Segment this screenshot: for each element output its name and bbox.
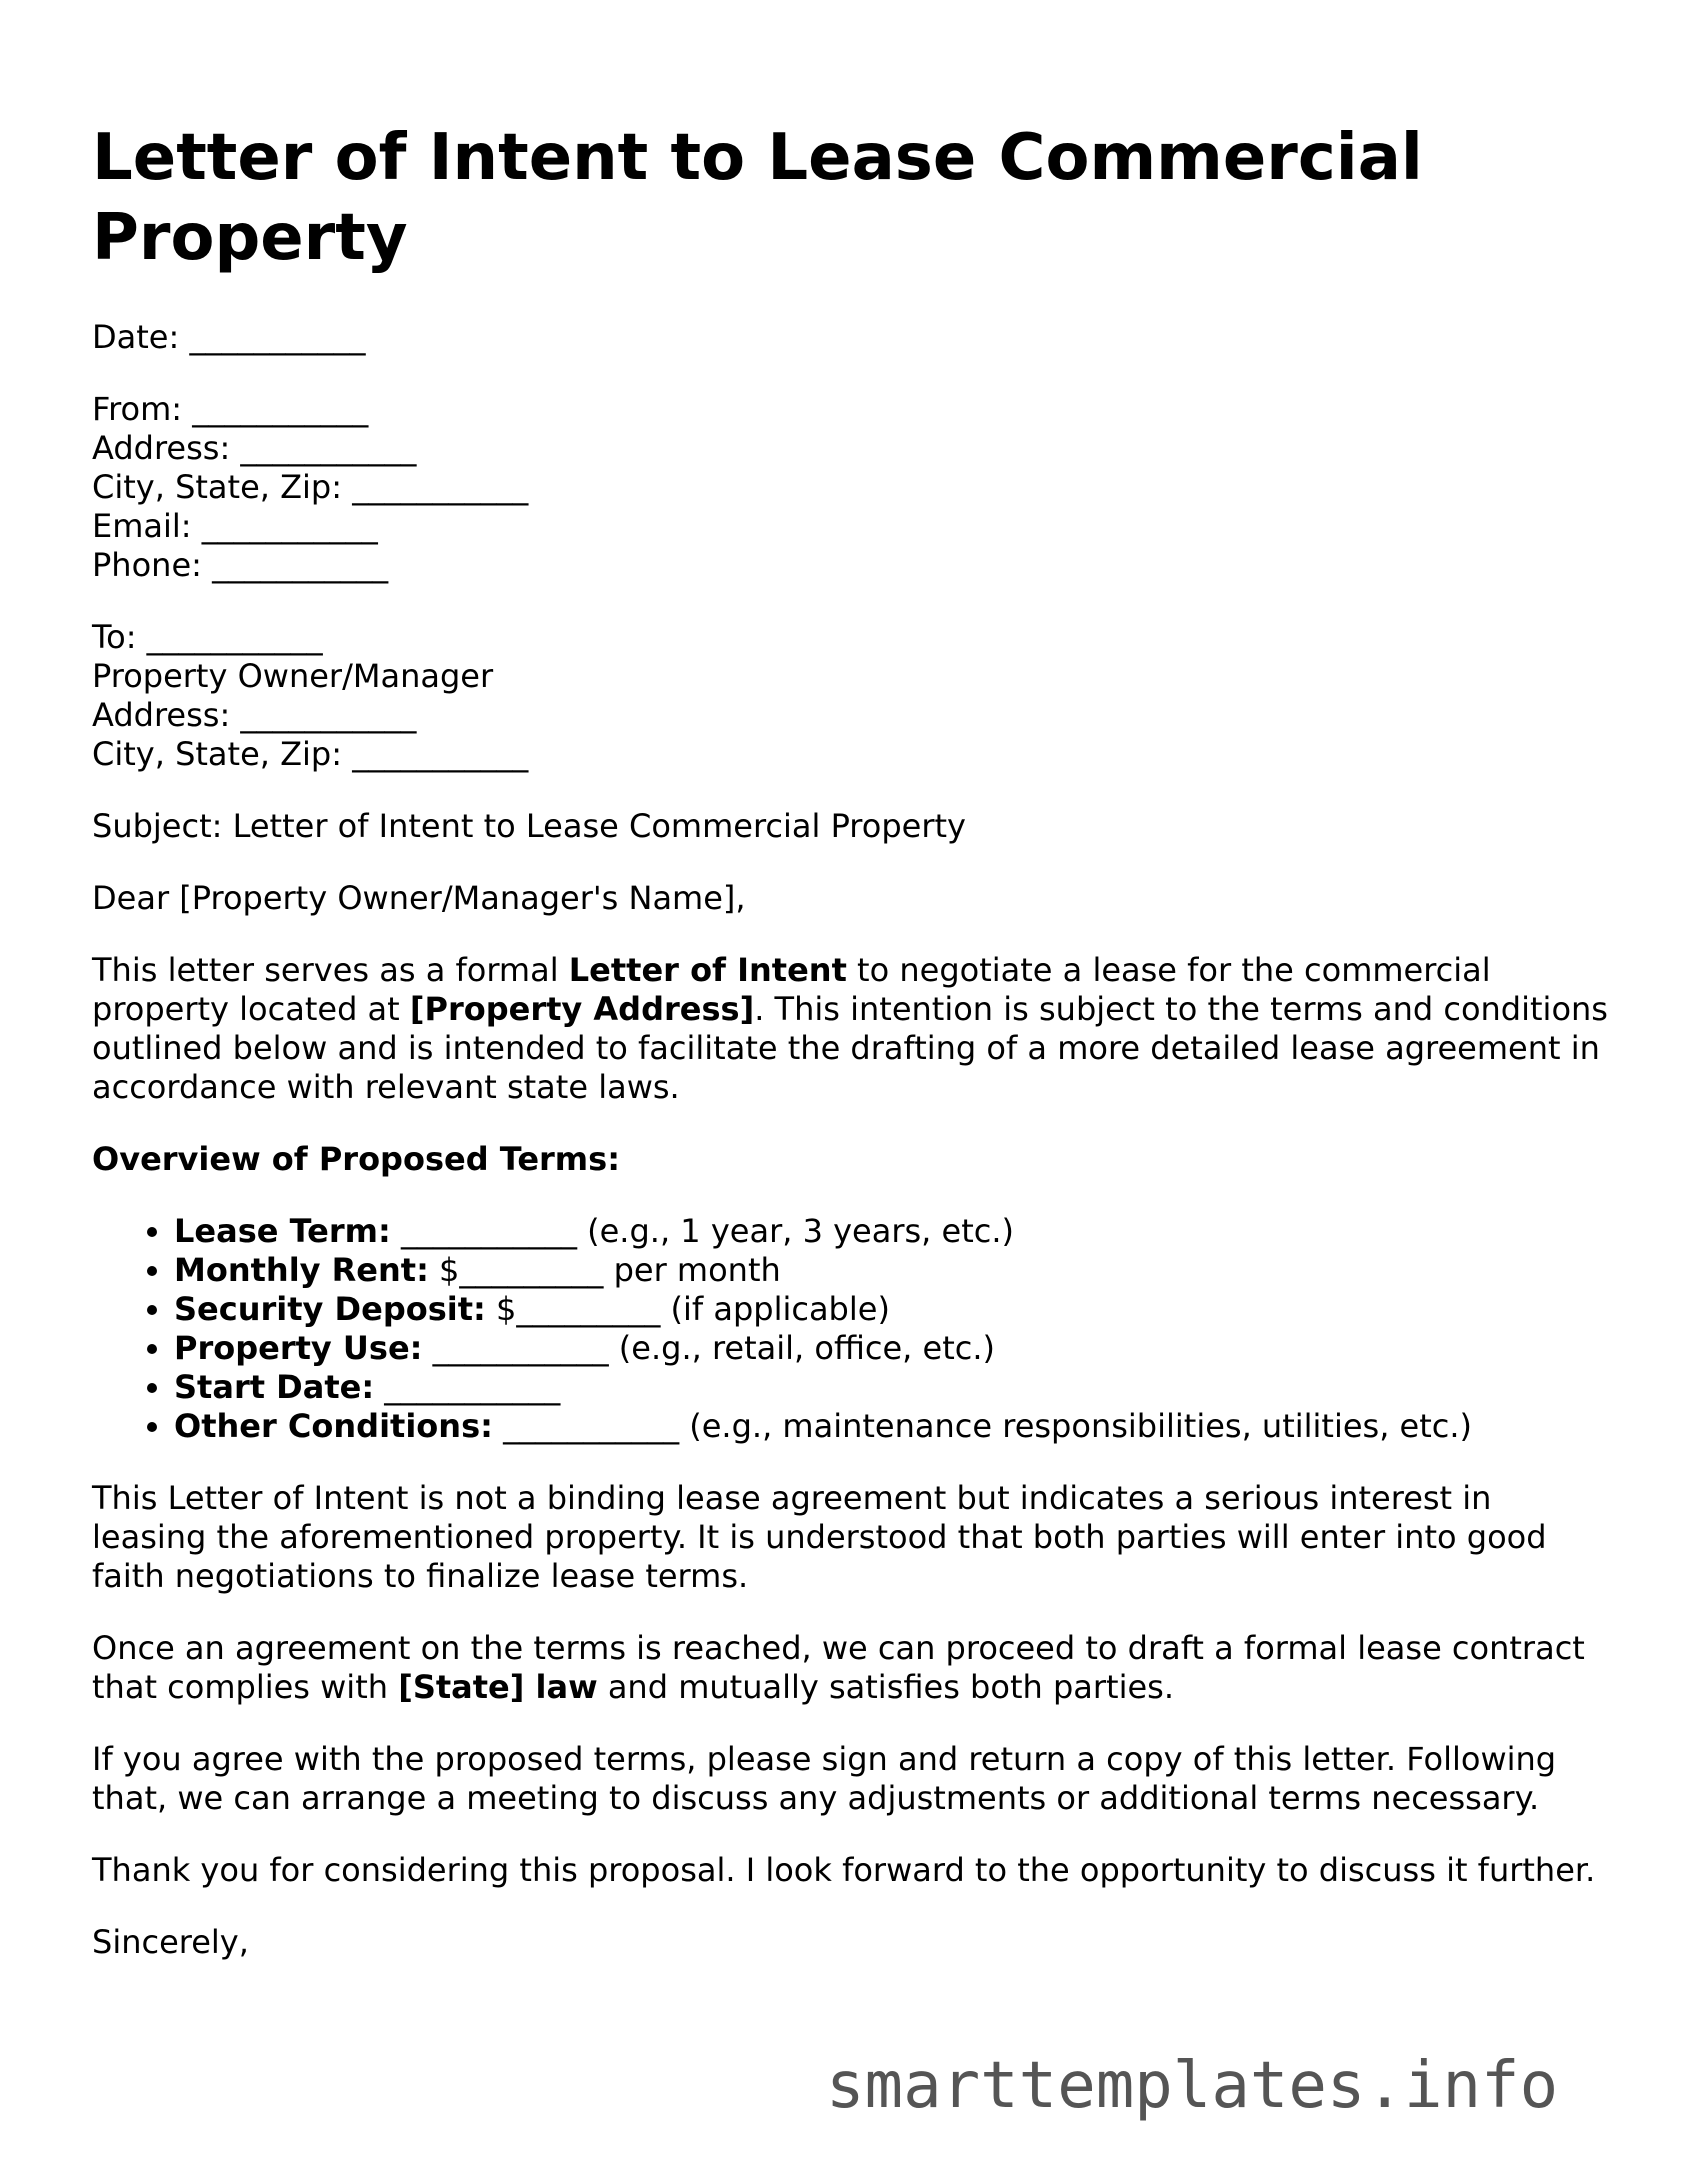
to-recipient: Property Owner/Manager (92, 657, 494, 695)
nonbinding-paragraph: This Letter of Intent is not a binding lease agreement but indicates a serious interest in leasing the aforementioned property. It is understood that both parties will enter into good faith negotiations to finalize lease terms. (92, 1479, 1547, 1595)
term-label: Security Deposit: (174, 1290, 486, 1328)
closing: Sincerely, (92, 1923, 249, 1961)
salutation: Dear [Property Owner/Manager's Name], (92, 879, 746, 917)
term-value: ___________ (374, 1368, 561, 1406)
from-phone-blank: ___________ (212, 546, 389, 584)
term-label: Property Use: (174, 1329, 423, 1367)
to-address-blank: ___________ (240, 696, 417, 734)
terms-list (92, 1212, 1612, 1446)
watermark: smarttemplates.info (826, 2049, 1559, 2123)
page-title: Letter of Intent to Lease Commercial Property (92, 121, 1423, 275)
list-item (174, 1212, 1612, 1251)
from-line (92, 390, 1612, 429)
intro-bold-loi: Letter of Intent (568, 951, 847, 989)
list-item (174, 1329, 1612, 1368)
subject-line: Subject: Letter of Intent to Lease Commercial Property (92, 807, 966, 845)
intro-text-3: . This intention is subject to the terms and conditions outlined below and is intended to facilitate the drafting of a more detailed lease agreement in accordance with relevant state laws. (92, 990, 1608, 1106)
from-address-label: Address: (92, 429, 231, 467)
agreement-text-1: Once an agreement on the terms is reached, we can proceed to draft a formal lease contract that complies with (92, 1629, 1585, 1706)
from-email-label: Email: (92, 507, 192, 545)
from-email-line (92, 507, 1612, 546)
term-value: ___________ (e.g., 1 year, 3 years, etc.) (390, 1212, 1014, 1250)
from-phone-label: Phone: (92, 546, 202, 584)
intro-text-1: This letter serves as a formal (92, 951, 569, 989)
to-line (92, 618, 1612, 657)
agreement-paragraph (92, 1629, 1612, 1707)
date-blank: ___________ (189, 318, 366, 356)
from-email-blank: ___________ (201, 507, 378, 545)
intro-paragraph (92, 951, 1612, 1107)
to-address-label: Address: (92, 696, 231, 734)
agreement-text-2: and mutually satisfies both parties. (597, 1668, 1174, 1706)
from-city-blank: ___________ (352, 468, 529, 506)
thanks-paragraph: Thank you for considering this proposal. I look forward to the opportunity to discuss it further. (92, 1851, 1596, 1889)
intro-bold-address: [Property Address] (409, 990, 755, 1028)
list-item (174, 1368, 1612, 1407)
term-value: $_________ per month (428, 1251, 781, 1289)
sender-block (92, 390, 1612, 585)
from-address-blank: ___________ (240, 429, 417, 467)
to-city-line (92, 735, 1612, 774)
to-blank: ___________ (146, 618, 323, 656)
from-label: From: (92, 390, 183, 428)
agreement-bold-state-law: [State] law (398, 1668, 598, 1706)
sign-paragraph: If you agree with the proposed terms, please sign and return a copy of this letter. Following that, we can arrange a meeting to discuss any adjustments or additional terms necessary. (92, 1740, 1557, 1817)
date-label: Date: (92, 318, 180, 356)
from-blank: ___________ (192, 390, 369, 428)
term-value: ___________ (e.g., maintenance responsibilities, utilities, etc.) (492, 1407, 1473, 1445)
terms-heading: Overview of Proposed Terms: (92, 1140, 620, 1178)
term-label: Start Date: (174, 1368, 375, 1406)
to-address-line (92, 696, 1612, 735)
list-item (174, 1407, 1612, 1446)
to-city-label: City, State, Zip: (92, 735, 343, 773)
from-city-label: City, State, Zip: (92, 468, 343, 506)
term-value: $_________ (if applicable) (485, 1290, 890, 1328)
term-label: Monthly Rent: (174, 1251, 429, 1289)
intro-text-2: to negotiate a lease for the commercial property located at (92, 951, 1491, 1028)
list-item (174, 1290, 1612, 1329)
term-label: Lease Term: (174, 1212, 391, 1250)
list-item (174, 1251, 1612, 1290)
letter-page (92, 118, 1612, 1995)
term-label: Other Conditions: (174, 1407, 493, 1445)
to-city-blank: ___________ (352, 735, 529, 773)
recipient-block (92, 618, 1612, 774)
to-label: To: (92, 618, 137, 656)
from-phone-line (92, 546, 1612, 585)
from-address-line (92, 429, 1612, 468)
date-line (92, 318, 1612, 357)
term-value: ___________ (e.g., retail, office, etc.) (422, 1329, 995, 1367)
from-city-line (92, 468, 1612, 507)
date-block (92, 318, 1612, 357)
